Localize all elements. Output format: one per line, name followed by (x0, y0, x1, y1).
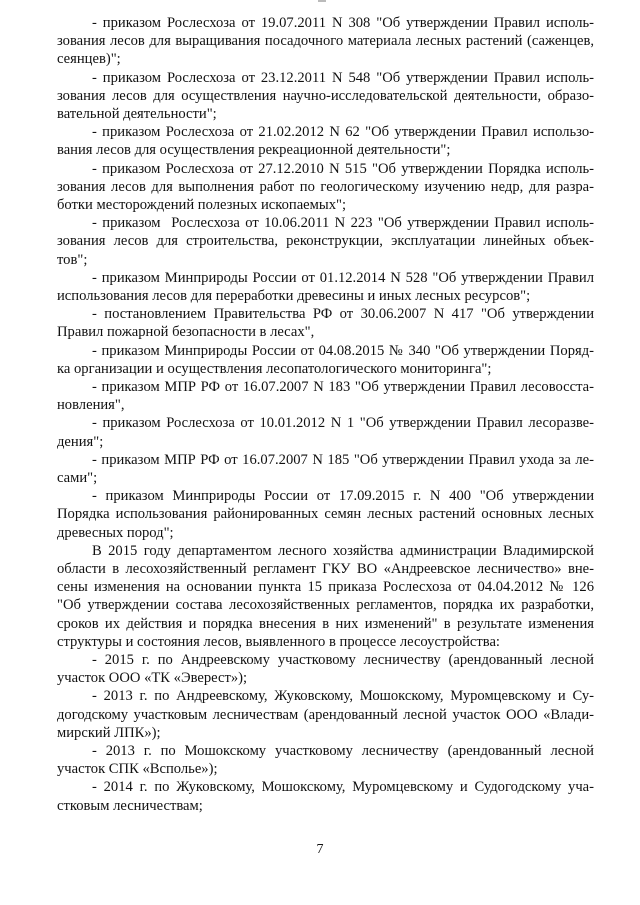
text-line: зования лесов для осуществления научно-исследовательской деятельности, образо- (57, 87, 594, 104)
text-line: области в лесохозяйственный регламент ГКУ ВО «Андреевское лесничество» вне- (57, 561, 594, 577)
text-line: структуры и состояния лесов, выявленного в процессе лесоустройства: (57, 633, 500, 650)
text-line: зования лесов для выращивания посадочного материала лесных растений (саженцев, (57, 33, 594, 50)
text-line: - приказом Рослесхоза от 21.02.2012 N 62 "Об утверждении Правил использо- (92, 124, 594, 141)
text-line: - приказом МПР РФ от 16.07.2007 N 183 "Об утверждении Правил лесовосста- (92, 379, 594, 395)
text-line: - приказом Минприроды России от 04.08.2015 № 340 "Об утверждении Поряд- (92, 342, 594, 359)
text-line: - приказом Рослесхоза от 10.01.2012 N 1 "Об утверждении Правил лесоразве- (92, 415, 594, 432)
text-line: вательной деятельности"; (57, 106, 217, 122)
text-line: догодскому участковым лесничествам (арендованный лесной участок ООО «Влади- (57, 706, 594, 723)
text-line: - 2015 г. по Андреевскому участковому лесничеству (арендованный лесной (92, 652, 594, 668)
text-line: сены изменения на основании пункта 15 приказа Рослесхоза от 04.04.2012 № 126 (57, 579, 594, 596)
text-line: - приказом МПР РФ от 16.07.2007 N 185 "Об утверждении Правил ухода за ле- (92, 451, 594, 468)
page-number: 7 (316, 842, 324, 857)
text-line: Правил пожарной безопасности в лесах", (57, 324, 315, 341)
text-line: - приказом Рослесхоза от 27.12.2010 N 515 "Об утверждении Порядка исполь- (92, 160, 594, 177)
text-line: - приказом Рослесхоза от 23.12.2011 N 548 "Об утверждении Правил исполь- (92, 69, 594, 86)
text-line: дения"; (57, 433, 104, 450)
text-line: В 2015 году департаментом лесного хозяйства администрации Владимирской (92, 542, 594, 559)
text-line: - 2013 г. по Мошокскому участковому лесничеству (арендованный лесной (92, 743, 594, 759)
text-line: - приказом Минприроды России от 01.12.2014 N 528 "Об утверждении Правил (92, 269, 594, 286)
text-line: ка организации и осуществления лесопатологического мониторинга"; (57, 360, 492, 377)
text-line: - постановлением Правительства РФ от 30.06.2007 N 417 "Об утверждении (92, 306, 594, 323)
text-line: - 2013 г. по Андреевскому, Жуковскому, Мошокскому, Муромцевскому и Су- (92, 688, 594, 705)
text-line: новления", (57, 397, 125, 414)
text-line: стковым лесничествам; (57, 797, 203, 814)
text-line: сроков их действия и порядка внесения в них изменений" в результате изменения (57, 615, 594, 632)
text-line: ботки месторождений полезных ископаемых"; (57, 197, 347, 213)
text-line: вания лесов для осуществления рекреационной деятельности"; (57, 142, 451, 159)
text-line: участок СПК «Всполье»); (57, 761, 218, 778)
text-line: сами"; (57, 470, 98, 486)
text-line: - 2014 г. по Жуковскому, Мошокскому, Муромцевскому и Судогодскому уча- (92, 779, 594, 796)
text-line: мирский ЛПК»); (57, 724, 161, 741)
text-line: использования лесов для переработки древесины и иных лесных ресурсов"; (57, 288, 531, 304)
text-line: участок ООО «ТК «Эверест»); (57, 670, 248, 687)
text-line: зования лесов для строительства, реконструкции, эксплуатации линейных объек- (57, 233, 594, 250)
text-line: сеянцев)"; (57, 51, 121, 68)
text-line: - приказом Минприроды России от 17.09.2015 г. N 400 "Об утверждении (92, 488, 594, 505)
text-line: - приказом Рослесхоза от 19.07.2011 N 308 "Об утверждении Правил исполь- (92, 15, 594, 31)
text-line: "Об утверждении состава лесохозяйственных регламентов, порядка их разработки, (57, 597, 594, 614)
text-line: зования лесов для выполнения работ по геологическому изучению недр, для разра- (57, 178, 594, 195)
text-line: тов"; (57, 251, 88, 268)
text-line: Порядка использования районированных семян лесных растений основных лесных (57, 506, 594, 523)
scan-mark (318, 0, 326, 2)
text-line: - приказом Рослесхоза от 10.06.2011 N 223 "Об утверждении Правил исполь- (92, 215, 594, 232)
text-line: древесных пород"; (57, 524, 174, 541)
